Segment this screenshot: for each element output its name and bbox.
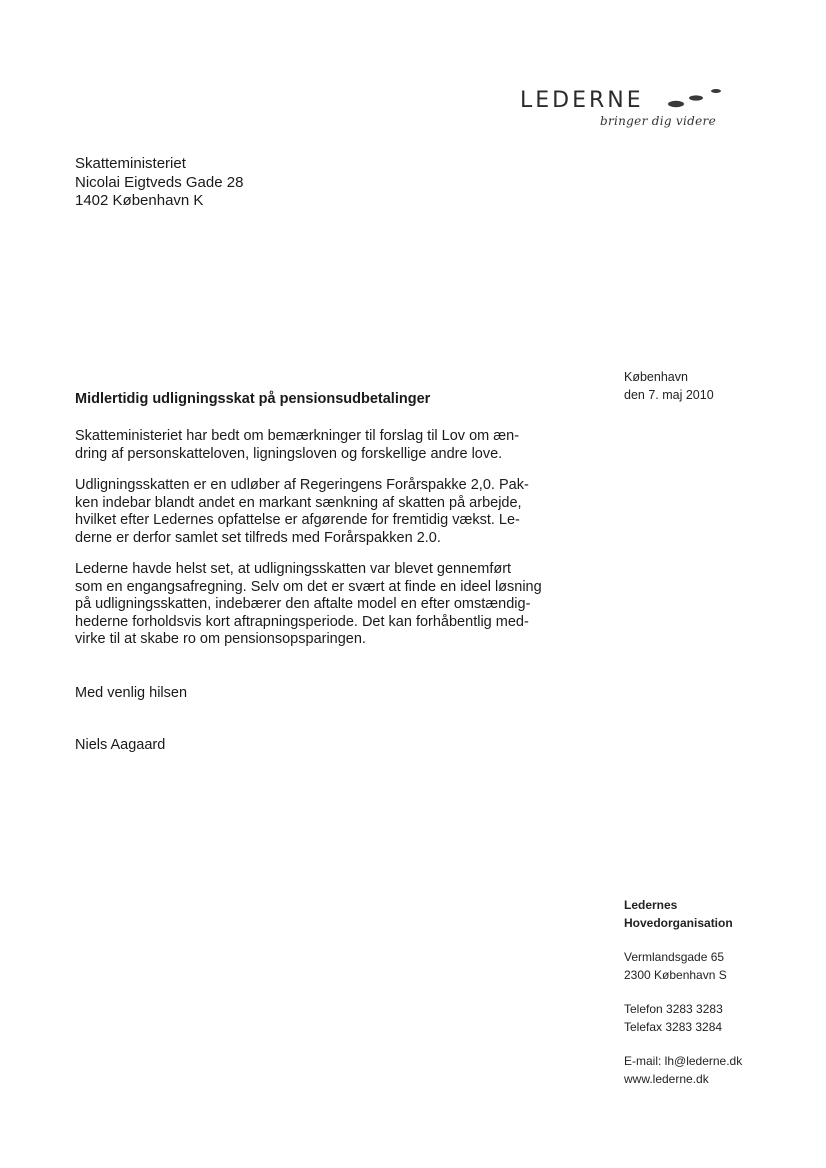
body-line: ken indebar blandt andet en markant sænkning af skatten på arbejde, xyxy=(75,494,522,511)
logo-dots-icon xyxy=(668,88,728,114)
letterhead-logo xyxy=(520,84,730,134)
body-paragraph xyxy=(75,477,555,547)
body-line: som en engangsafregning. Selv om det er svært at finde en ideel løsning xyxy=(75,578,542,595)
letter-subject: Midlertidig udligningsskat på pensionsudbetalinger xyxy=(75,391,431,407)
place: København xyxy=(624,370,688,384)
sender-phone-line: Telefon 3283 3283 xyxy=(624,1002,723,1016)
body-line: Skatteministeriet har bedt om bemærkninger til forslag til Lov om æn- xyxy=(75,428,520,444)
body-line: hvilket efter Ledernes opfattelse er afgørende for fremtidig vækst. Le- xyxy=(75,512,520,528)
sender-website: www.lederne.dk xyxy=(624,1072,709,1086)
sender-phone xyxy=(624,1000,742,1036)
recipient-line: Nicolai Eigtveds Gade 28 xyxy=(75,173,244,191)
sender-web xyxy=(624,1052,742,1088)
body-line: virke til at skabe ro om pensionsopsparingen. xyxy=(75,631,366,647)
sender-org xyxy=(624,896,742,932)
sender-address xyxy=(624,948,742,984)
sender-org-line: Hovedorganisation xyxy=(624,916,733,930)
date: den 7. maj 2010 xyxy=(624,388,714,402)
sender-email: E-mail: lh@lederne.dk xyxy=(624,1054,743,1068)
recipient-address xyxy=(75,155,243,211)
sender-address-line: Vermlandsgade 65 xyxy=(624,950,725,964)
body-line: derne er derfor samlet set tilfreds med Forårspakken 2.0. xyxy=(75,529,441,546)
recipient-line: 1402 København K xyxy=(75,192,204,209)
closing: Med venlig hilsen xyxy=(75,685,188,701)
body-line: Udligningsskatten er en udløber af Regeringens Forårspakke 2,0. Pak- xyxy=(75,477,529,493)
recipient-line: Skatteministeriet xyxy=(75,155,186,172)
body-line: på udligningsskatten, indebærer den aftalte model en efter omstændig- xyxy=(75,596,531,612)
signer-name: Niels Aagaard xyxy=(75,737,166,753)
sender-org-line: Ledernes xyxy=(624,898,678,912)
sender-fax-line: Telefax 3283 3284 xyxy=(624,1020,723,1034)
body-paragraph xyxy=(75,428,555,463)
letter-body xyxy=(75,428,555,663)
sender-address-line: 2300 København S xyxy=(624,968,727,982)
body-line: Lederne havde helst set, at udligningsskatten var blevet gennemført xyxy=(75,561,512,577)
logo-wordmark: LEDERNE xyxy=(520,88,644,113)
body-line: hederne forholdsvis kort aftrapningsperiode. Det kan forhåbentlig med- xyxy=(75,613,529,630)
logo-tagline: bringer dig videre xyxy=(600,114,716,128)
body-paragraph xyxy=(75,561,555,649)
place-date xyxy=(624,368,714,404)
sender-info xyxy=(624,896,742,1104)
body-line: dring af personskatteloven, ligningsloven og forskellige andre love. xyxy=(75,445,503,462)
